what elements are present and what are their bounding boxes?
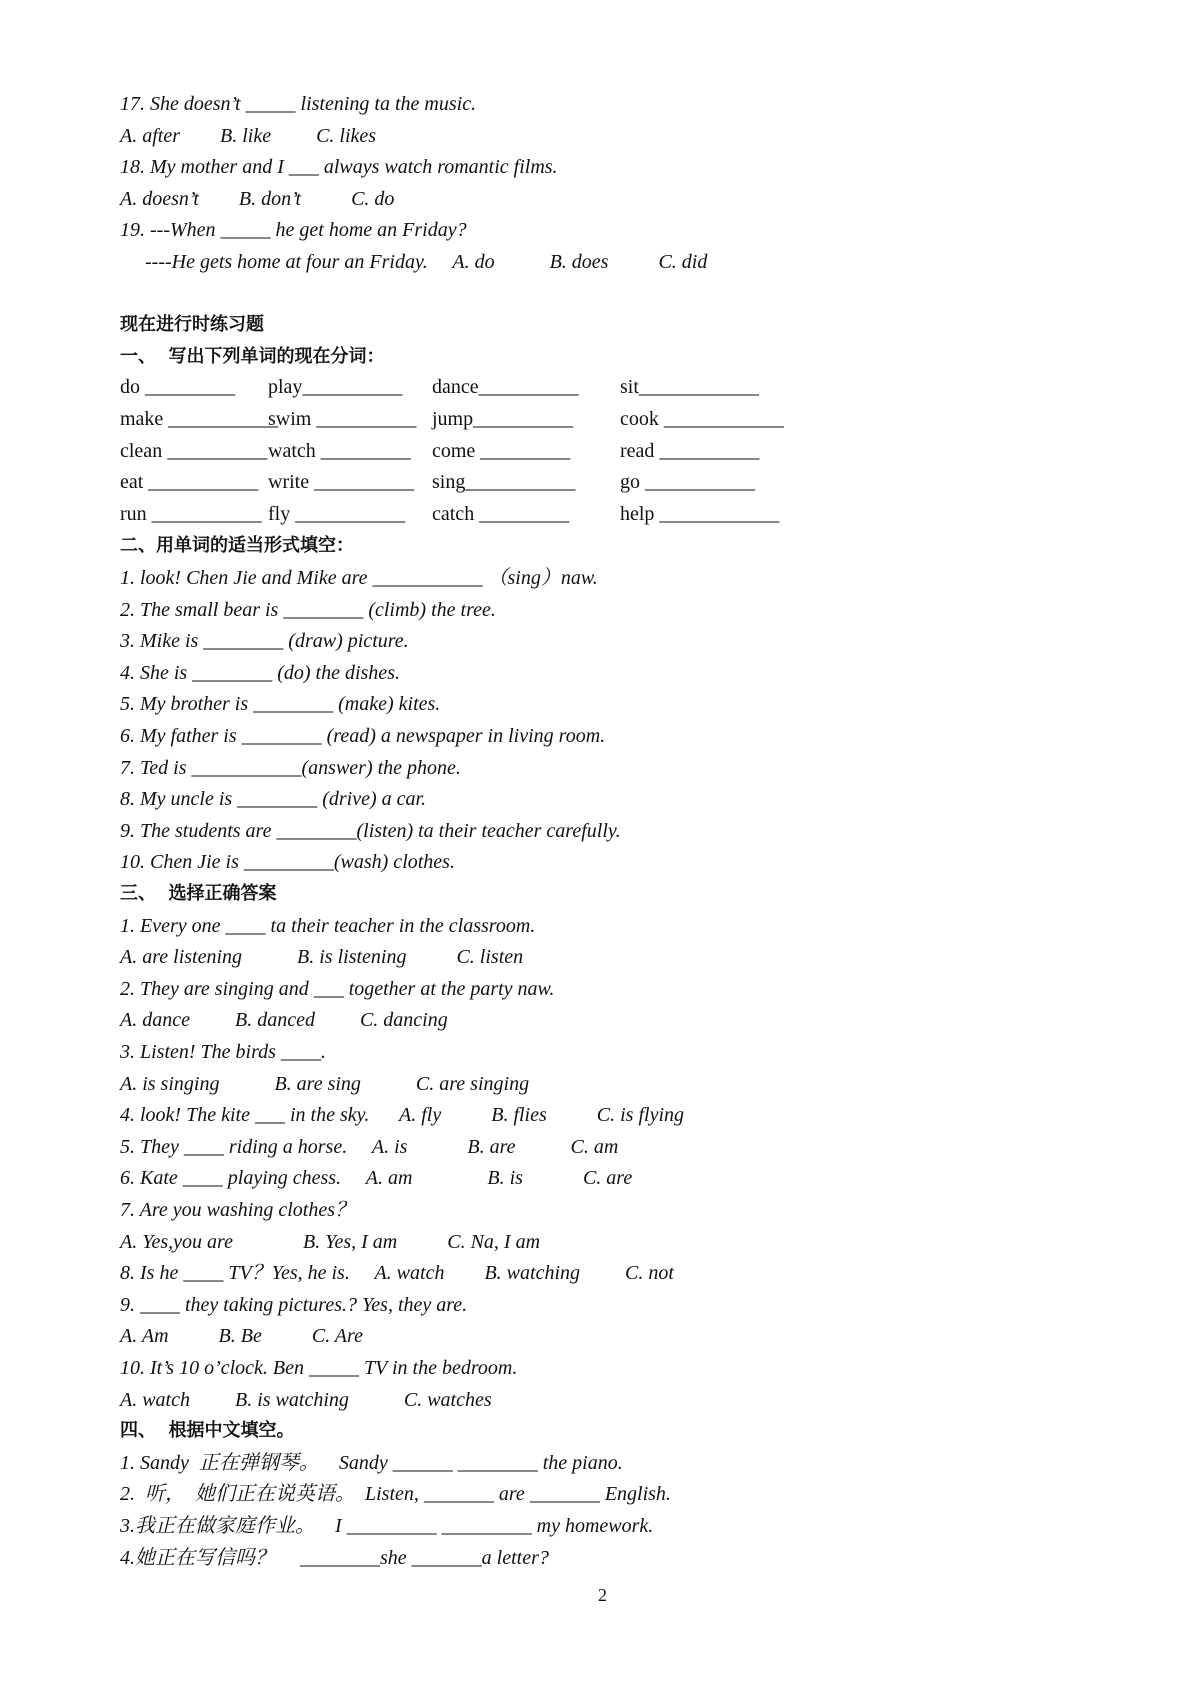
word-blank: do _________ xyxy=(120,376,235,399)
question-line: 10. It’s 10 o’clock. Ben _____ TV in the bedroom. xyxy=(120,1357,518,1379)
question-line: A. dance B. danced C. dancing xyxy=(120,1009,448,1032)
section-heading: 三、 选择正确答案 xyxy=(120,883,277,904)
question-line: A. watch B. is watching C. watches xyxy=(120,1388,492,1411)
question-line: 3. Mike is ________ (draw) picture. xyxy=(120,630,409,653)
question-line: 18. My mother and I ___ always watch romantic films. xyxy=(120,156,558,179)
word-blank: catch _________ xyxy=(432,502,570,525)
question-line: A. doesn’t B. don’t C. do xyxy=(120,187,395,210)
word-blank: sing___________ xyxy=(432,471,576,494)
word-blank: fly ___________ xyxy=(268,502,406,525)
section-heading: 四、 根据中文填空。 xyxy=(120,1420,295,1442)
word-blank: clean __________ xyxy=(120,439,268,462)
question-line: 19. ---When _____ he get home an Friday? xyxy=(120,219,467,242)
word-blank: swim __________ xyxy=(268,408,417,430)
word-blank: jump__________ xyxy=(432,408,574,430)
question-line: ----He gets home at four an Friday. A. do B. does C. did xyxy=(120,251,708,273)
question-line: 1. look! Chen Jie and Mike are ___________ （sing）naw. xyxy=(120,567,598,589)
question-line: 10. Chen Jie is _________(wash) clothes. xyxy=(120,851,455,874)
word-blank: cook ____________ xyxy=(620,408,784,430)
word-blank: make ___________ xyxy=(120,408,279,430)
question-line: A. after B. like C. likes xyxy=(120,124,377,147)
section-heading: 现在进行时练习题 xyxy=(120,314,264,336)
section-heading: 二、用单词的适当形式填空： xyxy=(120,535,354,557)
word-blank: run ___________ xyxy=(120,502,262,525)
question-line: A. are listening B. is listening C. listen xyxy=(120,946,524,969)
question-line: A. is singing B. are sing C. are singing xyxy=(120,1072,530,1095)
question-line: 4. She is ________ (do) the dishes. xyxy=(120,661,400,684)
question-line: 4. look! The kite ___ in the sky. A. fly B. flies C. is flying xyxy=(120,1104,685,1127)
question-line: 4.她正在写信吗？ ________she _______a letter? xyxy=(120,1546,549,1569)
question-line: 9. ____ they taking pictures.? Yes, they are. xyxy=(120,1293,468,1316)
question-line: 17. She doesn’t _____ listening ta the music. xyxy=(120,93,477,115)
word-blank: go ___________ xyxy=(620,471,755,494)
word-blank: eat ___________ xyxy=(120,471,259,494)
word-blank: write __________ xyxy=(268,471,415,494)
question-line: 3.我正在做家庭作业。 I _________ _________ my homework. xyxy=(120,1515,654,1537)
question-line: A. Yes,you are B. Yes, I am C. Na, I am xyxy=(120,1230,541,1253)
word-blank: sit____________ xyxy=(620,376,759,399)
question-line: 1. Sandy 正在弹钢琴。 Sandy ______ ________ the piano. xyxy=(120,1451,623,1474)
question-line: 7. Are you washing clothes？ xyxy=(120,1199,355,1221)
question-line: 2. They are singing and ___ together at the party naw. xyxy=(120,977,555,1000)
question-line: 3. Listen! The birds ____. xyxy=(120,1041,326,1063)
question-line: 5. My brother is ________ (make) kites. xyxy=(120,693,441,716)
question-line: 1. Every one ____ ta their teacher in the classroom. xyxy=(120,914,536,937)
question-line: A. Am B. Be C. Are xyxy=(120,1325,363,1348)
word-blank: play__________ xyxy=(268,376,403,399)
question-line: 6. My father is ________ (read) a newspaper in living room. xyxy=(120,725,606,747)
word-blank: dance__________ xyxy=(432,376,579,399)
section-heading: 一、 写出下列单词的现在分词： xyxy=(120,345,385,367)
question-line: 7. Ted is ___________(answer) the phone. xyxy=(120,756,461,779)
question-line: 8. My uncle is ________ (drive) a car. xyxy=(120,788,427,811)
question-line: 8. Is he ____ TV？Yes, he is. A. watch B. watching C. not xyxy=(120,1262,674,1285)
question-line: 5. They ____ riding a horse. A. is B. are C. am xyxy=(120,1135,619,1158)
word-blank: watch _________ xyxy=(268,439,411,462)
page-number: 2 xyxy=(598,1585,607,1605)
word-blank: help ____________ xyxy=(620,502,780,525)
question-line: 2. The small bear is ________ (climb) the tree. xyxy=(120,598,496,621)
word-blank: come _________ xyxy=(432,439,571,462)
question-line: 6. Kate ____ playing chess. A. am B. is C. are xyxy=(120,1167,633,1190)
question-line: 9. The students are ________(listen) ta their teacher carefully. xyxy=(120,819,621,842)
word-blank: read __________ xyxy=(620,439,760,462)
question-line: 2. 听， 她们正在说英语。 Listen, _______ are _______ English. xyxy=(120,1483,671,1506)
